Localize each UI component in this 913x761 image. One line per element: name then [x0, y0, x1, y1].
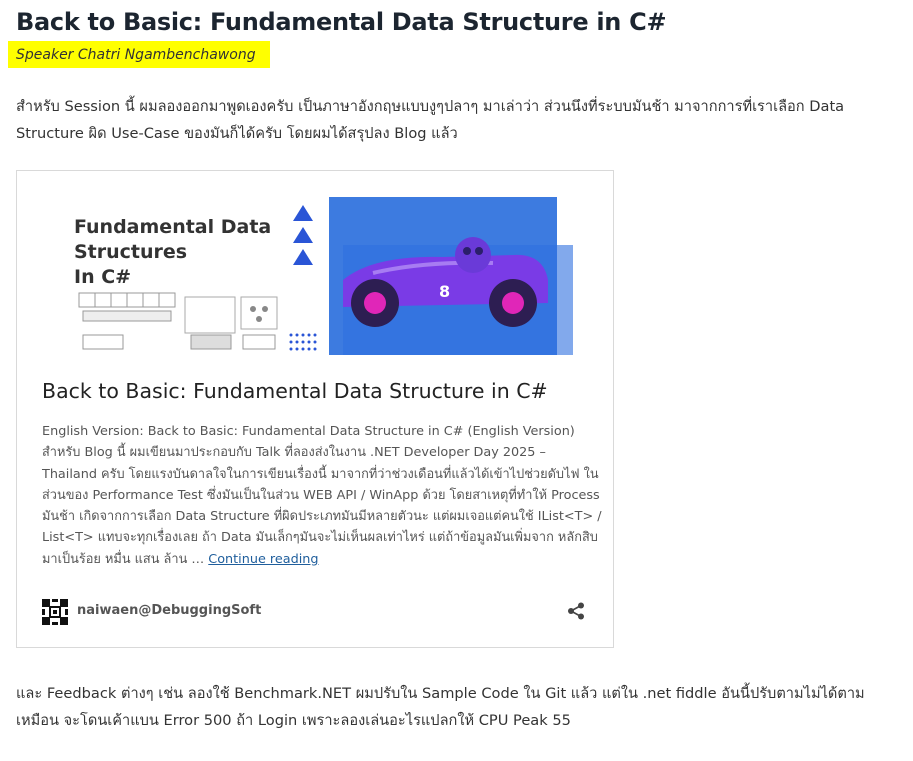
card-excerpt-text: English Version: Back to Basic: Fundamental Data Structure in C# (English Version) สำหรับ Blog นี้ ผมเขียนมาประกอบกับ Talk ที่ลองส่งในงาน .NET Developer Day 2025 – Thailand ครับ โดยแรงบันดาลใจในการเขียนเรื่องนี้ มาจากที่ว่าช่วงเดือนที่แล้วได้เข้าไปช่วยดับไฟ ในส่วนของ Performance Test ซึ่งมันเป็นในส่วน WEB API / WinApp ด้วย โดยสาเหตุที่ทำให้ Process มันช้า เกิดจากการเลือก Data Structure ที่ผิดประเภทมันมีหลายตัวนะ แต่ผมเจอแต่คนใช้ IList<T> / List<T> แทบจะทุกเรื่องเลย ถ้า Data มันเล็กๆมันจะไม่เห็นผลเท่าไหร่ แต่ถ้าข้อมูลมันเพิ่มจาก หลักสิบ มาเป็นร้อย หมื่น แสน ล้าน …	[42, 424, 602, 567]
thumbnail-line-3: In C#	[74, 266, 132, 288]
author-name[interactable]: naiwaen@DebuggingSoft	[77, 603, 262, 618]
card-title-link[interactable]: Back to Basic: Fundamental Data Structure in C#	[42, 379, 548, 403]
thumbnail-heading	[74, 215, 271, 290]
author-logo-icon	[42, 599, 68, 625]
thumbnail-line-2: Structures	[74, 241, 188, 263]
continue-reading-link[interactable]: Continue reading	[208, 551, 319, 567]
car-number: 8	[439, 282, 451, 301]
outro-paragraph: และ Feedback ต่างๆ เช่น ลองใช้ Benchmark.NET ผมปรับใน Sample Code ใน Git แล้ว แต่ใน .net fiddle อันนี้ปรับตามไม่ได้ตามเหมือน จะโดนเค้าแบน Error 500 ถ้า Login เพราะลองเล่นอะไรแปลกให้ CPU Peak 55	[16, 685, 865, 729]
card-excerpt	[42, 421, 602, 570]
thumbnail-line-1: Fundamental Data	[74, 216, 272, 238]
link-preview-card[interactable]	[16, 170, 614, 648]
post-title: Back to Basic: Fundamental Data Structure in C#	[16, 8, 667, 36]
share-icon[interactable]	[567, 602, 585, 620]
speaker-highlight: Speaker Chatri Ngambenchawong	[8, 41, 270, 68]
intro-paragraph: สำหรับ Session นี้ ผมลองออกมาพูดเองครับ เป็นภาษาอังกฤษแบบงูๆปลาๆ มาเล่าว่า ส่วนนึงที่ระบบมันช้า มาจากการที่เราเลือก Data Structure ผิด Use-Case ของมันก็ได้ครับ โดยผมได้สรุปลง Blog แล้ว	[16, 98, 845, 142]
card-thumbnail[interactable]	[43, 185, 573, 355]
